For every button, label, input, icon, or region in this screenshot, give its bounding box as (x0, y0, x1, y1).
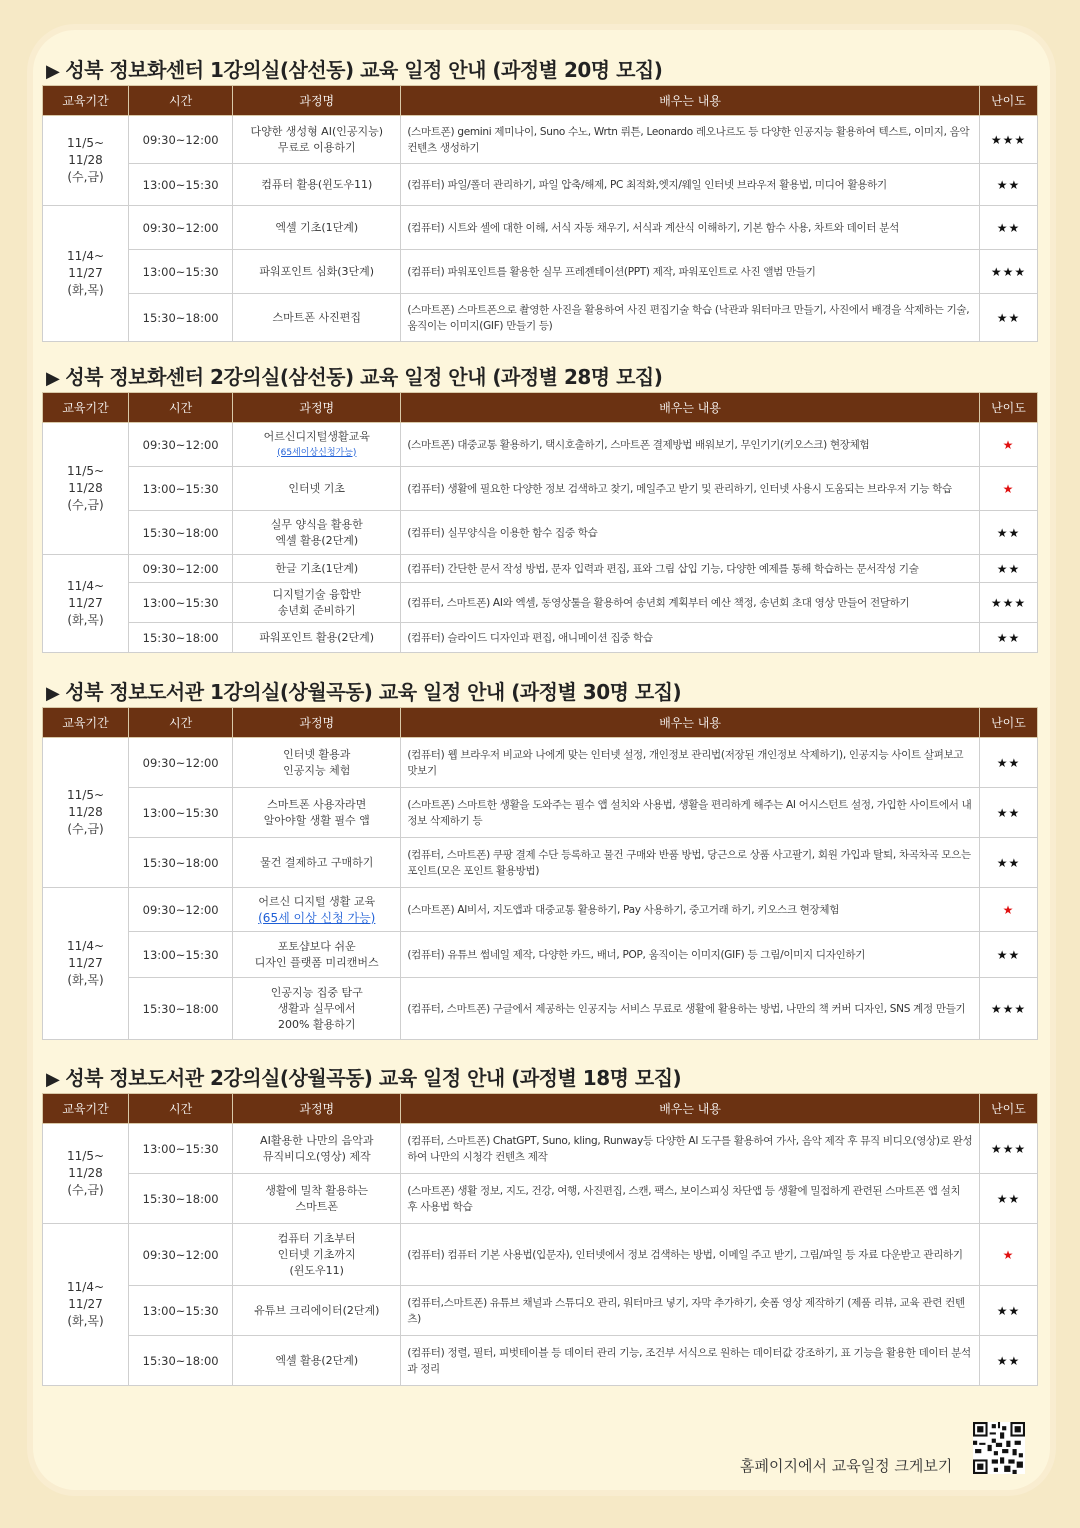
content-cell: (컴퓨터, 스마트폰) ChatGPT, Suno, kling, Runway등 다양한 AI 도구를 활용하여 가사, 음악 제작 후 뮤직 비디오(영상)로 완성하여 나만의 시청각 컨텐츠 제작 (401, 1124, 980, 1174)
header-content: 배우는 내용 (401, 393, 980, 423)
eligibility-link[interactable]: (65세이상신청가능) (277, 447, 357, 458)
section-title-text: 성북 정보도서관 1강의실(상월곡동) 교육 일정 안내 (과정별 30명 모집) (65, 680, 682, 704)
time-cell: 09:30~12:00 (129, 423, 233, 467)
table-row (43, 838, 1038, 888)
time-cell: 09:30~12:00 (129, 888, 233, 932)
time-cell: 15:30~18:00 (129, 294, 233, 342)
difficulty-stars: ★ (979, 423, 1037, 467)
course-cell (233, 467, 401, 511)
difficulty-stars: ★★ (979, 164, 1037, 206)
time-cell: 13:00~15:30 (129, 788, 233, 838)
table-row (43, 467, 1038, 511)
course-name: 컴퓨터 활용(윈도우11) (261, 177, 373, 191)
table-row (43, 583, 1038, 623)
header-course: 과정명 (233, 393, 401, 423)
time-cell: 09:30~12:00 (129, 1224, 233, 1286)
difficulty-stars: ★★ (979, 738, 1037, 788)
course-cell (233, 116, 401, 164)
schedule-section (42, 677, 1038, 1040)
header-level: 난이도 (979, 1094, 1037, 1124)
header-row (43, 86, 1038, 116)
content-cell: (컴퓨터) 정렬, 필터, 피벗테이블 등 데이터 관리 기능, 조건부 서식으로 원하는 데이터값 강조하기, 표 기능을 활용한 데이터 분석과 정리 (401, 1336, 980, 1386)
header-content: 배우는 내용 (401, 86, 980, 116)
course-name: 스마트폰 사진편집 (272, 310, 361, 324)
triangle-bullet-icon: ▶ (46, 368, 60, 389)
period-cell: 11/5~ 11/28 (수,금) (43, 738, 129, 888)
schedule-section (42, 55, 1038, 342)
schedule-section (42, 362, 1038, 653)
header-content: 배우는 내용 (401, 1094, 980, 1124)
time-cell: 09:30~12:00 (129, 738, 233, 788)
content-cell: (스마트폰) gemini 제미나이, Suno 수노, Wrtn 뤼튼, Leonardo 레오나르도 등 다양한 인공지능 활용하여 텍스트, 이미지, 음악 컨텐츠 생성하기 (401, 116, 980, 164)
course-cell (233, 294, 401, 342)
course-name: 물건 결제하고 구매하기 (260, 855, 374, 869)
content-cell: (컴퓨터) 실무양식을 이용한 함수 집중 학습 (401, 511, 980, 555)
time-cell: 13:00~15:30 (129, 1286, 233, 1336)
schedule-table (42, 707, 1038, 1040)
course-name: 인공지능 집중 탐구 생활과 실무에서 200% 활용하기 (270, 985, 363, 1031)
table-row (43, 1174, 1038, 1224)
course-cell (233, 250, 401, 294)
difficulty-stars: ★ (979, 467, 1037, 511)
course-cell (233, 738, 401, 788)
content-cell: (컴퓨터) 간단한 문서 작성 방법, 문자 입력과 편집, 표와 그림 삽입 기능, 다양한 예제를 통해 학습하는 문서작성 기술 (401, 555, 980, 583)
content-cell: (스마트폰) 스마트한 생활을 도와주는 필수 앱 설치와 사용법, 생활을 편리하게 해주는 AI 어시스턴트 설정, 가입한 사이트에서 내 정보 삭제하기 등 (401, 788, 980, 838)
time-cell: 13:00~15:30 (129, 932, 233, 978)
header-level: 난이도 (979, 86, 1037, 116)
table-row (43, 978, 1038, 1040)
content-cell: (스마트폰) AI비서, 지도앱과 대중교통 활용하기, Pay 사용하기, 중고거래 하기, 키오스크 현장체험 (401, 888, 980, 932)
course-name: 디지털기술 융합반 송년회 준비하기 (272, 587, 361, 617)
course-name: 엑셀 활용(2단계) (275, 1353, 359, 1367)
period-cell: 11/5~ 11/28 (수,금) (43, 1124, 129, 1224)
course-name: 엑셀 기초(1단계) (275, 220, 359, 234)
time-cell: 15:30~18:00 (129, 1174, 233, 1224)
difficulty-stars: ★★★ (979, 583, 1037, 623)
header-time: 시간 (129, 393, 233, 423)
table-row (43, 555, 1038, 583)
course-cell (233, 555, 401, 583)
course-cell (233, 888, 401, 932)
content-cell: (컴퓨터) 컴퓨터 기본 사용법(입문자), 인터넷에서 정보 검색하는 방법, 이메일 주고 받기, 그림/파일 등 자료 다운받고 관리하기 (401, 1224, 980, 1286)
content-cell: (컴퓨터) 웹 브라우저 비교와 나에게 맞는 인터넷 설정, 개인정보 관리법(저장된 개인정보 삭제하기), 인공지능 사이트 살펴보고 맛보기 (401, 738, 980, 788)
header-period: 교육기간 (43, 1094, 129, 1124)
time-cell: 09:30~12:00 (129, 116, 233, 164)
difficulty-stars: ★ (979, 888, 1037, 932)
course-cell (233, 978, 401, 1040)
content-cell: (스마트폰) 대중교통 활용하기, 택시호출하기, 스마트폰 결제방법 배워보기, 무인기기(키오스크) 현장체험 (401, 423, 980, 467)
table-row (43, 932, 1038, 978)
content-cell: (컴퓨터,스마트폰) 유튜브 채널과 스튜디오 관리, 워터마크 넣기, 자막 추가하기, 숏폼 영상 제작하기 (제품 리뷰, 교육 관련 컨텐츠) (401, 1286, 980, 1336)
table-row (43, 511, 1038, 555)
footer-text[interactable]: 홈페이지에서 교육일정 크게보기 (740, 1457, 953, 1475)
content-cell: (컴퓨터) 시트와 셀에 대한 이해, 서식 자동 채우기, 서식과 계산식 이해하기, 기본 함수 사용, 차트와 데이터 분석 (401, 206, 980, 250)
table-row (43, 206, 1038, 250)
time-cell: 09:30~12:00 (129, 206, 233, 250)
difficulty-stars: ★★ (979, 1174, 1037, 1224)
schedule-table (42, 392, 1038, 653)
header-course: 과정명 (233, 86, 401, 116)
course-cell (233, 932, 401, 978)
triangle-bullet-icon: ▶ (46, 1069, 60, 1090)
header-row (43, 708, 1038, 738)
content-cell: (스마트폰) 스마트폰으로 촬영한 사진을 활용하여 사진 편집기술 학습 (낙관과 워터마크 만들기, 사진에서 배경을 삭제하는 기술, 움직이는 이미지(GIF) 만들기 등) (401, 294, 980, 342)
time-cell: 09:30~12:00 (129, 555, 233, 583)
table-row (43, 116, 1038, 164)
period-cell: 11/5~ 11/28 (수,금) (43, 423, 129, 555)
period-cell: 11/4~ 11/27 (화,목) (43, 888, 129, 1040)
time-cell: 15:30~18:00 (129, 838, 233, 888)
header-period: 교육기간 (43, 393, 129, 423)
schedule-table (42, 85, 1038, 342)
course-name: 한글 기초(1단계) (275, 561, 359, 575)
content-cell: (컴퓨터) 생활에 필요한 다양한 정보 검색하고 찾기, 메일주고 받기 및 관리하기, 인터넷 사용시 도움되는 브라우저 기능 학습 (401, 467, 980, 511)
table-row (43, 1124, 1038, 1174)
table-row (43, 1286, 1038, 1336)
time-cell: 13:00~15:30 (129, 250, 233, 294)
difficulty-stars: ★★ (979, 511, 1037, 555)
time-cell: 15:30~18:00 (129, 623, 233, 653)
content-cell: (컴퓨터) 슬라이드 디자인과 편집, 애니메이션 집중 학습 (401, 623, 980, 653)
section-title-text: 성북 정보화센터 2강의실(삼선동) 교육 일정 안내 (과정별 28명 모집) (65, 365, 663, 389)
course-cell (233, 164, 401, 206)
difficulty-stars: ★★★ (979, 1124, 1037, 1174)
header-period: 교육기간 (43, 86, 129, 116)
table-row (43, 164, 1038, 206)
course-name: 파워포인트 심화(3단계) (259, 264, 375, 278)
table-row (43, 623, 1038, 653)
content-cell: (컴퓨터, 스마트폰) 쿠팡 결제 수단 등록하고 물건 구매와 반품 방법, 당근으로 상품 사고팔기, 회원 가입과 탈퇴, 차곡차곡 모으는 포인트(모은 포인트 활용방법) (401, 838, 980, 888)
difficulty-stars: ★★ (979, 294, 1037, 342)
course-cell (233, 1174, 401, 1224)
course-cell (233, 1224, 401, 1286)
content-cell: (컴퓨터, 스마트폰) 구글에서 제공하는 인공지능 서비스 무료로 생활에 활용하는 방법, 나만의 책 커버 디자인, SNS 계정 만들기 (401, 978, 980, 1040)
header-time: 시간 (129, 1094, 233, 1124)
section-title (46, 1063, 1038, 1093)
course-name: 인터넷 기초 (288, 481, 346, 495)
difficulty-stars: ★★ (979, 932, 1037, 978)
header-course: 과정명 (233, 708, 401, 738)
header-course: 과정명 (233, 1094, 401, 1124)
content-cell: (컴퓨터, 스마트폰) AI와 엑셀, 동영상툴을 활용하여 송년회 계획부터 예산 책정, 송년회 초대 영상 만들어 전달하기 (401, 583, 980, 623)
eligibility-link[interactable]: (65세 이상 신청 가능) (258, 910, 376, 925)
course-name: 어르신 디지털 생활 교육 (258, 894, 376, 908)
qr-code-icon[interactable] (973, 1422, 1025, 1474)
difficulty-stars: ★★ (979, 838, 1037, 888)
course-cell (233, 511, 401, 555)
period-cell: 11/4~ 11/27 (화,목) (43, 555, 129, 653)
header-content: 배우는 내용 (401, 708, 980, 738)
time-cell: 13:00~15:30 (129, 583, 233, 623)
table-row (43, 1336, 1038, 1386)
difficulty-stars: ★★★ (979, 116, 1037, 164)
course-name: 유튜브 크리에이터(2단계) (254, 1303, 380, 1317)
content-cell: (컴퓨터) 파일/폴더 관리하기, 파일 압축/해제, PC 최적화,엣지/웨일 인터넷 브라우저 활용법, 미디어 활용하기 (401, 164, 980, 206)
difficulty-stars: ★ (979, 1224, 1037, 1286)
course-name: 다양한 생성형 AI(인공지능) 무료로 이용하기 (250, 124, 384, 154)
course-name: 어르신디지털생활교육 (263, 429, 370, 443)
header-level: 난이도 (979, 708, 1037, 738)
course-name: 스마트폰 사용자라면 알아야할 생활 필수 앱 (263, 797, 370, 827)
schedule-section (42, 1063, 1038, 1386)
course-cell (233, 423, 401, 467)
difficulty-stars: ★★ (979, 1286, 1037, 1336)
table-row (43, 738, 1038, 788)
course-name: 인터넷 활용과 인공지능 체험 (283, 747, 351, 777)
course-cell (233, 1336, 401, 1386)
course-cell (233, 206, 401, 250)
section-title (46, 55, 1038, 85)
difficulty-stars: ★★ (979, 555, 1037, 583)
content-cell: (스마트폰) 생활 정보, 지도, 건강, 여행, 사진편집, 스캔, 팩스, 보이스피싱 차단앱 등 생활에 밀접하게 관련된 스마트폰 앱 설치 후 사용법 학습 (401, 1174, 980, 1224)
period-cell: 11/5~ 11/28 (수,금) (43, 116, 129, 206)
section-title (46, 362, 1038, 392)
time-cell: 13:00~15:30 (129, 467, 233, 511)
course-name: 파워포인트 활용(2단계) (259, 630, 375, 644)
course-cell (233, 1286, 401, 1336)
table-row (43, 1224, 1038, 1286)
content-cell: (컴퓨터) 유튜브 썸네일 제작, 다양한 카드, 배너, POP, 움직이는 이미지(GIF) 등 그림/이미지 디자인하기 (401, 932, 980, 978)
table-row (43, 888, 1038, 932)
table-row (43, 294, 1038, 342)
course-name: 컴퓨터 기초부터 인터넷 기초까지 (윈도우11) (277, 1231, 356, 1277)
section-title-text: 성북 정보도서관 2강의실(상월곡동) 교육 일정 안내 (과정별 18명 모집) (65, 1066, 682, 1090)
header-row (43, 393, 1038, 423)
table-row (43, 788, 1038, 838)
time-cell: 15:30~18:00 (129, 978, 233, 1040)
course-cell (233, 838, 401, 888)
course-name: AI활용한 나만의 음악과 뮤직비디오(영상) 제작 (260, 1133, 374, 1163)
table-row (43, 250, 1038, 294)
difficulty-stars: ★★ (979, 206, 1037, 250)
header-time: 시간 (129, 86, 233, 116)
section-title-text: 성북 정보화센터 1강의실(삼선동) 교육 일정 안내 (과정별 20명 모집) (65, 58, 663, 82)
course-name: 생활에 밀착 활용하는 스마트폰 (265, 1183, 369, 1213)
course-cell (233, 583, 401, 623)
header-row (43, 1094, 1038, 1124)
time-cell: 15:30~18:00 (129, 511, 233, 555)
header-time: 시간 (129, 708, 233, 738)
schedule-table (42, 1093, 1038, 1386)
header-period: 교육기간 (43, 708, 129, 738)
section-title (46, 677, 1038, 707)
period-cell: 11/4~ 11/27 (화,목) (43, 206, 129, 342)
course-name: 포토샵보다 쉬운 디자인 플랫폼 미리캔버스 (254, 939, 379, 969)
course-cell (233, 788, 401, 838)
time-cell: 13:00~15:30 (129, 164, 233, 206)
triangle-bullet-icon: ▶ (46, 61, 60, 82)
period-cell: 11/4~ 11/27 (화,목) (43, 1224, 129, 1386)
difficulty-stars: ★★★ (979, 978, 1037, 1040)
content-cell: (컴퓨터) 파워포인트를 활용한 실무 프레젠테이션(PPT) 제작, 파워포인트로 사진 앨범 만들기 (401, 250, 980, 294)
course-cell (233, 623, 401, 653)
difficulty-stars: ★★★ (979, 250, 1037, 294)
difficulty-stars: ★★ (979, 1336, 1037, 1386)
course-cell (233, 1124, 401, 1174)
table-row (43, 423, 1038, 467)
header-level: 난이도 (979, 393, 1037, 423)
time-cell: 15:30~18:00 (129, 1336, 233, 1386)
difficulty-stars: ★★ (979, 788, 1037, 838)
triangle-bullet-icon: ▶ (46, 683, 60, 704)
difficulty-stars: ★★ (979, 623, 1037, 653)
course-name: 실무 양식을 활용한 엑셀 활용(2단계) (270, 517, 363, 547)
time-cell: 13:00~15:30 (129, 1124, 233, 1174)
